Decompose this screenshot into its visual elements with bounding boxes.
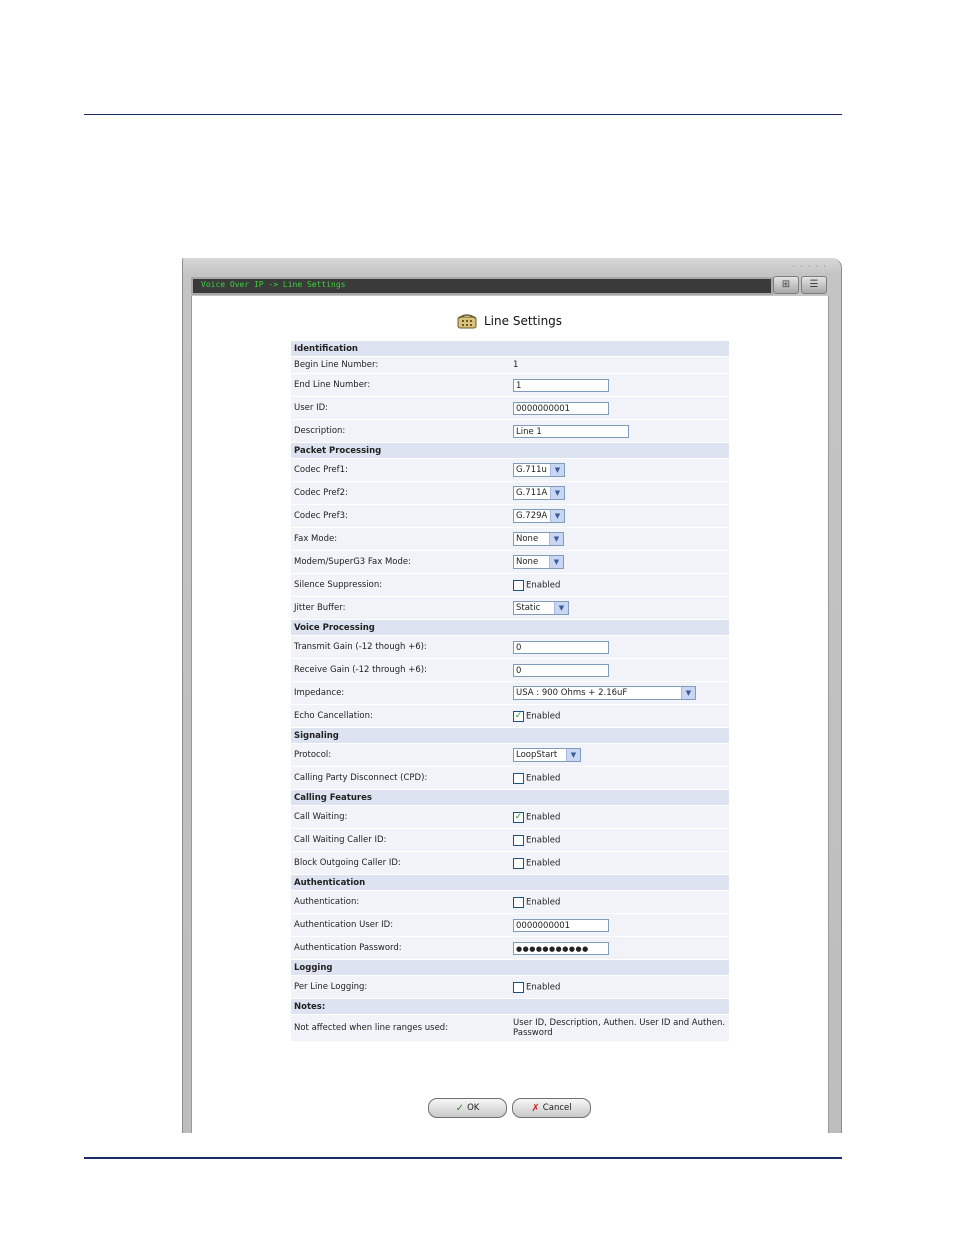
cpd-checkbox[interactable] xyxy=(513,773,524,784)
fax-mode-label: Fax Mode: xyxy=(291,528,510,551)
browser-window xyxy=(182,258,842,1133)
section-title: Notes: xyxy=(291,999,729,1015)
row-call-waiting xyxy=(291,806,729,829)
block-callerid-label: Block Outgoing Caller ID: xyxy=(291,852,510,875)
ok-button[interactable] xyxy=(428,1098,507,1118)
section-authentication xyxy=(291,875,729,891)
codec1-label: Codec Pref1: xyxy=(291,459,510,482)
row-per-line-logging xyxy=(291,976,729,999)
header-rule xyxy=(84,114,842,115)
codec2-label: Codec Pref2: xyxy=(291,482,510,505)
row-notes xyxy=(291,1015,729,1042)
block-callerid-checkbox[interactable] xyxy=(513,858,524,869)
cancel-label: Cancel xyxy=(542,1103,572,1113)
chevron-down-icon[interactable]: ▼ xyxy=(550,510,564,522)
chevron-down-icon[interactable]: ▼ xyxy=(554,602,568,614)
protocol-select[interactable] xyxy=(513,748,581,762)
row-cw-caller-id xyxy=(291,829,729,852)
window-grip-icon: · · · · · xyxy=(792,262,827,272)
impedance-value: USA : 900 Ohms + 2.16uF xyxy=(516,688,628,698)
call-waiting-checkbox[interactable]: ✓ xyxy=(514,811,523,822)
notes-label: Not affected when line ranges used: xyxy=(291,1015,510,1042)
logging-checkbox[interactable] xyxy=(513,982,524,993)
protocol-value: LoopStart xyxy=(516,750,558,760)
row-echo-cancellation xyxy=(291,705,729,728)
rx-gain-label: Receive Gain (-12 through +6): xyxy=(291,659,510,682)
codec2-select[interactable] xyxy=(513,486,565,500)
modem-fax-select[interactable] xyxy=(513,555,564,569)
row-block-caller-id xyxy=(291,852,729,875)
chevron-down-icon[interactable]: ▼ xyxy=(681,687,695,699)
section-packet-processing xyxy=(291,443,729,459)
description-input[interactable]: Line 1 xyxy=(513,425,629,438)
ok-label: OK xyxy=(467,1103,480,1113)
auth-user-input[interactable]: 0000000001 xyxy=(513,919,609,932)
section-title: Identification xyxy=(291,341,729,357)
echo-checkbox[interactable]: ✓ xyxy=(514,710,523,721)
row-fax-mode xyxy=(291,528,729,551)
begin-line-value: 1 xyxy=(510,357,729,374)
jitter-label: Jitter Buffer: xyxy=(291,597,510,620)
end-line-label: End Line Number: xyxy=(291,374,510,397)
section-signaling xyxy=(291,728,729,744)
row-user-id xyxy=(291,397,729,420)
network-icon[interactable]: ⊞ xyxy=(773,276,799,294)
section-voice-processing xyxy=(291,620,729,636)
row-end-line xyxy=(291,374,729,397)
footer-rule xyxy=(84,1157,842,1159)
silence-checkbox[interactable] xyxy=(513,580,524,591)
codec1-value: G.711u xyxy=(516,465,547,475)
row-impedance xyxy=(291,682,729,705)
list-icon[interactable]: ☰ xyxy=(801,276,827,294)
row-transmit-gain xyxy=(291,636,729,659)
row-receive-gain xyxy=(291,659,729,682)
modem-fax-value: None xyxy=(516,557,539,567)
row-cpd xyxy=(291,767,729,790)
codec1-select[interactable] xyxy=(513,463,565,477)
notes-value: User ID, Description, Authen. User ID and Authen. Password xyxy=(510,1015,729,1042)
row-begin-line xyxy=(291,357,729,374)
row-codec3 xyxy=(291,505,729,528)
rx-gain-input[interactable]: 0 xyxy=(513,664,609,677)
enabled-label: Enabled xyxy=(526,858,561,868)
chevron-down-icon[interactable]: ▼ xyxy=(550,487,564,499)
codec3-value: G.729A xyxy=(516,511,548,521)
row-jitter-buffer xyxy=(291,597,729,620)
row-codec2 xyxy=(291,482,729,505)
section-title: Logging xyxy=(291,960,729,976)
auth-password-input[interactable]: ●●●●●●●●●●● xyxy=(513,942,609,955)
row-codec1 xyxy=(291,459,729,482)
chevron-down-icon[interactable]: ▼ xyxy=(566,749,580,761)
enabled-label: Enabled xyxy=(526,812,561,822)
cancel-button[interactable] xyxy=(512,1098,591,1118)
cpd-label: Calling Party Disconnect (CPD): xyxy=(291,767,510,790)
row-description xyxy=(291,420,729,443)
section-notes xyxy=(291,999,729,1015)
cw-callerid-label: Call Waiting Caller ID: xyxy=(291,829,510,852)
protocol-label: Protocol: xyxy=(291,744,510,767)
chevron-down-icon[interactable]: ▼ xyxy=(550,464,564,476)
impedance-select[interactable] xyxy=(513,686,696,700)
page-content xyxy=(191,296,829,1133)
logging-label: Per Line Logging: xyxy=(291,976,510,999)
page-title xyxy=(456,311,562,331)
jitter-select[interactable] xyxy=(513,601,569,615)
modem-fax-label: Modem/SuperG3 Fax Mode: xyxy=(291,551,510,574)
end-line-input[interactable]: 1 xyxy=(513,379,609,392)
enabled-label: Enabled xyxy=(526,773,561,783)
auth-pass-label: Authentication Password: xyxy=(291,937,510,960)
section-identification xyxy=(291,341,729,357)
section-title: Calling Features xyxy=(291,790,729,806)
line-settings-form xyxy=(291,341,729,1042)
codec2-value: G.711A xyxy=(516,488,548,498)
chevron-down-icon[interactable]: ▼ xyxy=(549,556,563,568)
section-title: Authentication xyxy=(291,875,729,891)
enabled-label: Enabled xyxy=(526,711,561,721)
codec3-label: Codec Pref3: xyxy=(291,505,510,528)
enabled-label: Enabled xyxy=(526,580,561,590)
echo-label: Echo Cancellation: xyxy=(291,705,510,728)
telephone-keypad-icon xyxy=(456,313,478,329)
row-auth-password xyxy=(291,937,729,960)
chevron-down-icon[interactable]: ▼ xyxy=(549,533,563,545)
breadcrumb-text: Voice Over IP -> Line Settings xyxy=(201,280,346,289)
checkmark-icon: ✓ xyxy=(455,1102,465,1114)
tx-gain-input[interactable]: 0 xyxy=(513,641,609,654)
section-logging xyxy=(291,960,729,976)
row-silence-suppression xyxy=(291,574,729,597)
fax-mode-select[interactable] xyxy=(513,532,564,546)
section-calling-features xyxy=(291,790,729,806)
breadcrumb xyxy=(191,277,773,295)
auth-checkbox[interactable] xyxy=(513,897,524,908)
description-label: Description: xyxy=(291,420,510,443)
call-waiting-label: Call Waiting: xyxy=(291,806,510,829)
row-protocol xyxy=(291,744,729,767)
button-bar xyxy=(428,1098,591,1118)
auth-user-label: Authentication User ID: xyxy=(291,914,510,937)
section-title: Packet Processing xyxy=(291,443,729,459)
enabled-label: Enabled xyxy=(526,897,561,907)
begin-line-label: Begin Line Number: xyxy=(291,357,510,374)
user-id-label: User ID: xyxy=(291,397,510,420)
enabled-label: Enabled xyxy=(526,835,561,845)
row-authentication xyxy=(291,891,729,914)
section-title: Voice Processing xyxy=(291,620,729,636)
auth-label: Authentication: xyxy=(291,891,510,914)
row-auth-user-id xyxy=(291,914,729,937)
codec3-select[interactable] xyxy=(513,509,565,523)
cw-callerid-checkbox[interactable] xyxy=(513,835,524,846)
user-id-input[interactable]: 0000000001 xyxy=(513,402,609,415)
tx-gain-label: Transmit Gain (-12 though +6): xyxy=(291,636,510,659)
silence-label: Silence Suppression: xyxy=(291,574,510,597)
section-title: Signaling xyxy=(291,728,729,744)
impedance-label: Impedance: xyxy=(291,682,510,705)
x-icon: ✗ xyxy=(531,1102,540,1114)
row-modem-fax-mode xyxy=(291,551,729,574)
jitter-value: Static xyxy=(516,603,541,613)
fax-mode-value: None xyxy=(516,534,539,544)
enabled-label: Enabled xyxy=(526,982,561,992)
page-title-text: Line Settings xyxy=(484,314,563,328)
